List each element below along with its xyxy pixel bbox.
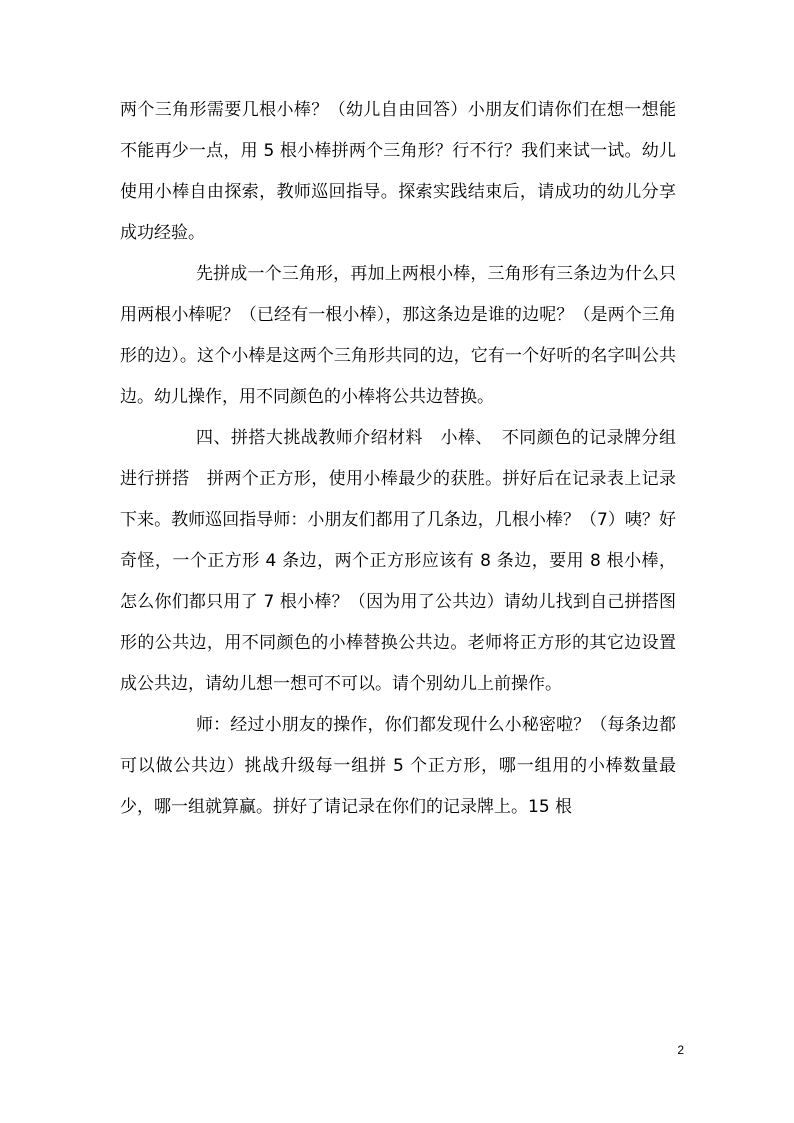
paragraph-2: 先拼成一个三角形，再加上两根小棒，三角形有三条边为什么只用两根小棒呢？（已经有一根小棒），那这条边是谁的边呢？（是两个三角形的边）。这个小棒是这两个三角形共同的边，它有一个好听的名字叫公共边。幼儿操作，用不同颜色的小棒将公共边替换。 bbox=[120, 264, 676, 407]
page-number: 2 bbox=[677, 1043, 684, 1057]
paragraph-3: 四、拼搭大挑战教师介绍材料 小棒、 不同颜色的记录牌分组进行拼搭 拼两个正方形，使用小棒最少的获胜。拼好后在记录表上记录下来。教师巡回指导师：小朋友们都用了几条边，几根小棒？（7）咦？好奇怪，一个正方形 4 条边，两个正方形应该有 8 条边，要用 8 根小棒，怎么你们都只用了 7 根小棒？（因为用了公共边）请幼儿找到自己拼搭图形的公共边，用不同颜色的小棒替换公共边。老师将正方形的其它边设置成公共边，请幼儿想一想可不可以。请个别幼儿上前操作。 bbox=[120, 428, 676, 694]
paragraph-1: 两个三角形需要几根小棒？（幼儿自由回答）小朋友们请你们在想一想能不能再少一点，用 5 根小棒拼两个三角形？行不行？我们来试一试。幼儿使用小棒自由探索，教师巡回指导。探索实践结束后，请成功的幼儿分享成功经验。 bbox=[120, 100, 676, 243]
paragraph-4: 师：经过小朋友的操作，你们都发现什么小秘密啦？（每条边都可以做公共边）挑战升级每一组拼 5 个正方形，哪一组用的小棒数量最少，哪一组就算赢。拼好了请记录在你们的记录牌上。15 根 bbox=[120, 715, 676, 817]
body-text bbox=[120, 90, 676, 828]
